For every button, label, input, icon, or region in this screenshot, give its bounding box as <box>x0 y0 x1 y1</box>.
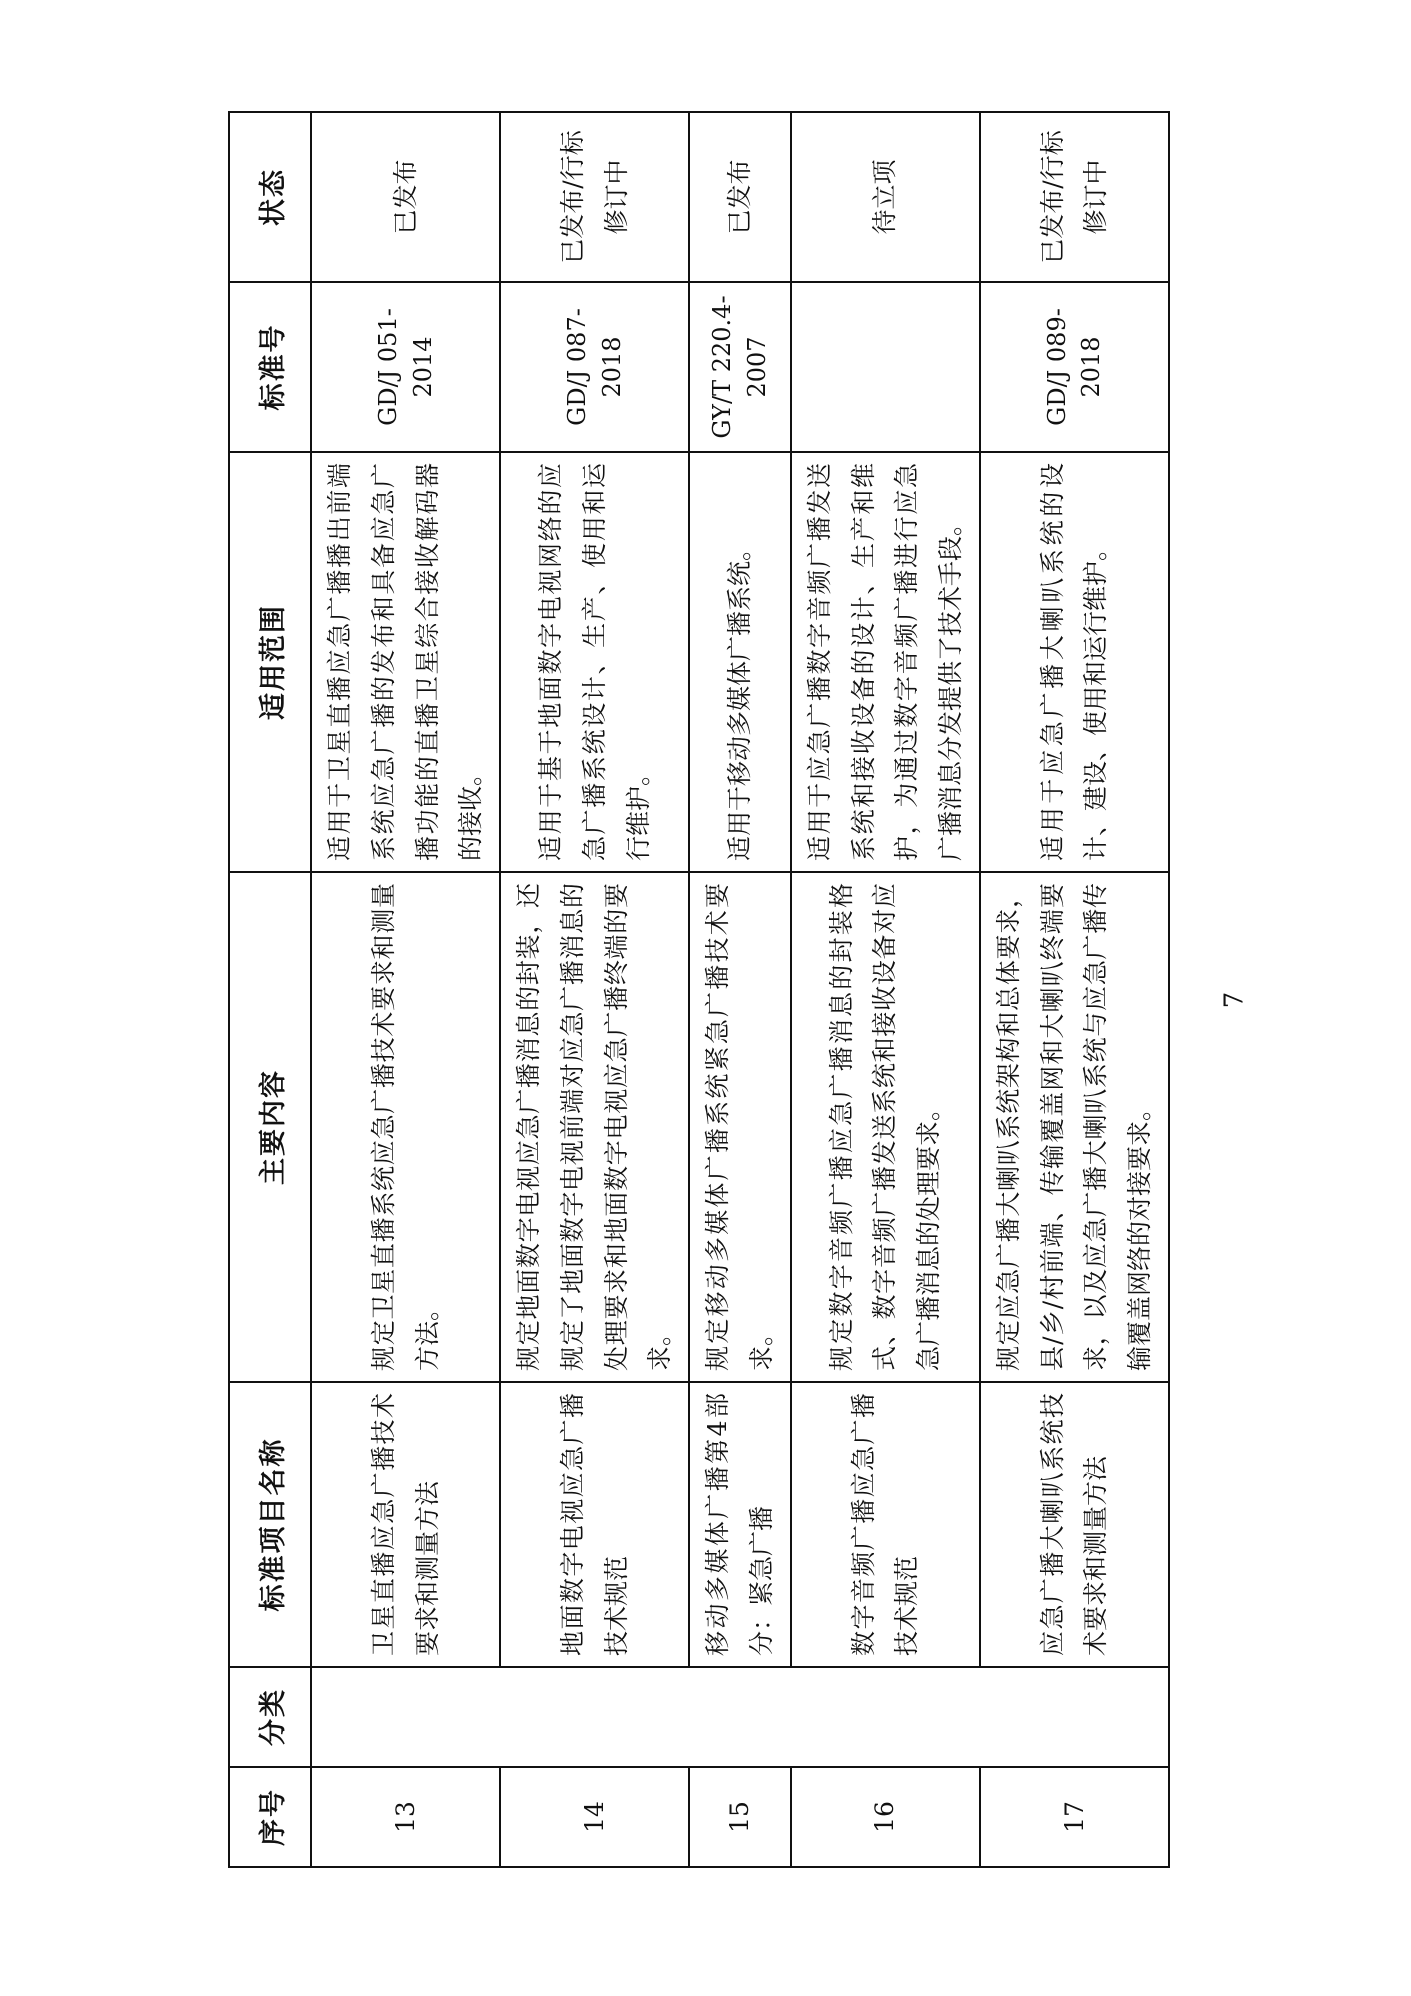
cell-seq: 16 <box>791 1767 980 1867</box>
cell-scope: 适用于应急广播大喇叭系统的设计、建设、使用和运行维护。 <box>980 452 1169 872</box>
cell-status: 已发布 <box>689 112 791 282</box>
standards-table <box>228 111 1170 1868</box>
cell-std-no: GD/J 089-2018 <box>980 282 1169 452</box>
cell-scope: 适用于应急广播数字音频广播发送系统和接收设备的设计、生产和维护，为通过数字音频广播进行应急广播消息分发提供了技术手段。 <box>791 452 980 872</box>
header-std-no: 标准号 <box>229 282 311 452</box>
cell-std-no: GD/J 087-2018 <box>500 282 689 452</box>
cell-scope: 适用于移动多媒体广播系统。 <box>689 452 791 872</box>
table-row <box>689 112 791 1867</box>
cell-scope: 适用于卫星直播应急广播播出前端系统应急广播的发布和具备应急广播功能的直播卫星综合接收解码器的接收。 <box>311 452 500 872</box>
cell-name: 数字音频广播应急广播技术规范 <box>791 1382 980 1667</box>
cell-status: 待立项 <box>791 112 980 282</box>
cell-seq: 13 <box>311 1767 500 1867</box>
table-row <box>791 112 980 1867</box>
page-number: 7 <box>1219 991 1250 1009</box>
cell-name: 应急广播大喇叭系统技术要求和测量方法 <box>980 1382 1169 1667</box>
header-name: 标准项目名称 <box>229 1382 311 1667</box>
cell-content: 规定数字音频广播应急广播消息的封装格式、数字音频广播发送系统和接收设备对应急广播消息的处理要求。 <box>791 872 980 1382</box>
cell-status: 已发布/行标修订中 <box>500 112 689 282</box>
header-status: 状态 <box>229 112 311 282</box>
cell-content: 规定应急广播大喇叭系统架构和总体要求，县/乡/村前端、传输覆盖网和大喇叭终端要求，以及应急广播大喇叭系统与应急广播传输覆盖网络的对接要求。 <box>980 872 1169 1382</box>
table-row <box>980 112 1169 1867</box>
header-scope: 适用范围 <box>229 452 311 872</box>
table-row <box>500 112 689 1867</box>
cell-status: 已发布/行标修订中 <box>980 112 1169 282</box>
cell-scope: 适用于基于地面数字电视网络的应急广播系统设计、生产、使用和运行维护。 <box>500 452 689 872</box>
cell-std-no: GD/J 051-2014 <box>311 282 500 452</box>
header-content: 主要内容 <box>229 872 311 1382</box>
standards-table-rotated <box>228 113 1170 1868</box>
table-row <box>311 112 500 1867</box>
cell-std-no: GY/T 220.4-2007 <box>689 282 791 452</box>
cell-category <box>311 1667 1169 1767</box>
header-seq: 序号 <box>229 1767 311 1867</box>
cell-name: 地面数字电视应急广播技术规范 <box>500 1382 689 1667</box>
cell-seq: 17 <box>980 1767 1169 1867</box>
cell-seq: 15 <box>689 1767 791 1867</box>
cell-seq: 14 <box>500 1767 689 1867</box>
table-header-row <box>229 112 311 1867</box>
cell-status: 已发布 <box>311 112 500 282</box>
header-category: 分类 <box>229 1667 311 1767</box>
cell-name: 移动多媒体广播第4部分：紧急广播 <box>689 1382 791 1667</box>
cell-std-no <box>791 282 980 452</box>
cell-content: 规定地面数字电视应急广播消息的封装，还规定了地面数字电视前端对应急广播消息的处理要求和地面数字电视应急广播终端的要求。 <box>500 872 689 1382</box>
cell-content: 规定移动多媒体广播系统紧急广播技术要求。 <box>689 872 791 1382</box>
cell-name: 卫星直播应急广播技术要求和测量方法 <box>311 1382 500 1667</box>
cell-content: 规定卫星直播系统应急广播技术要求和测量方法。 <box>311 872 500 1382</box>
